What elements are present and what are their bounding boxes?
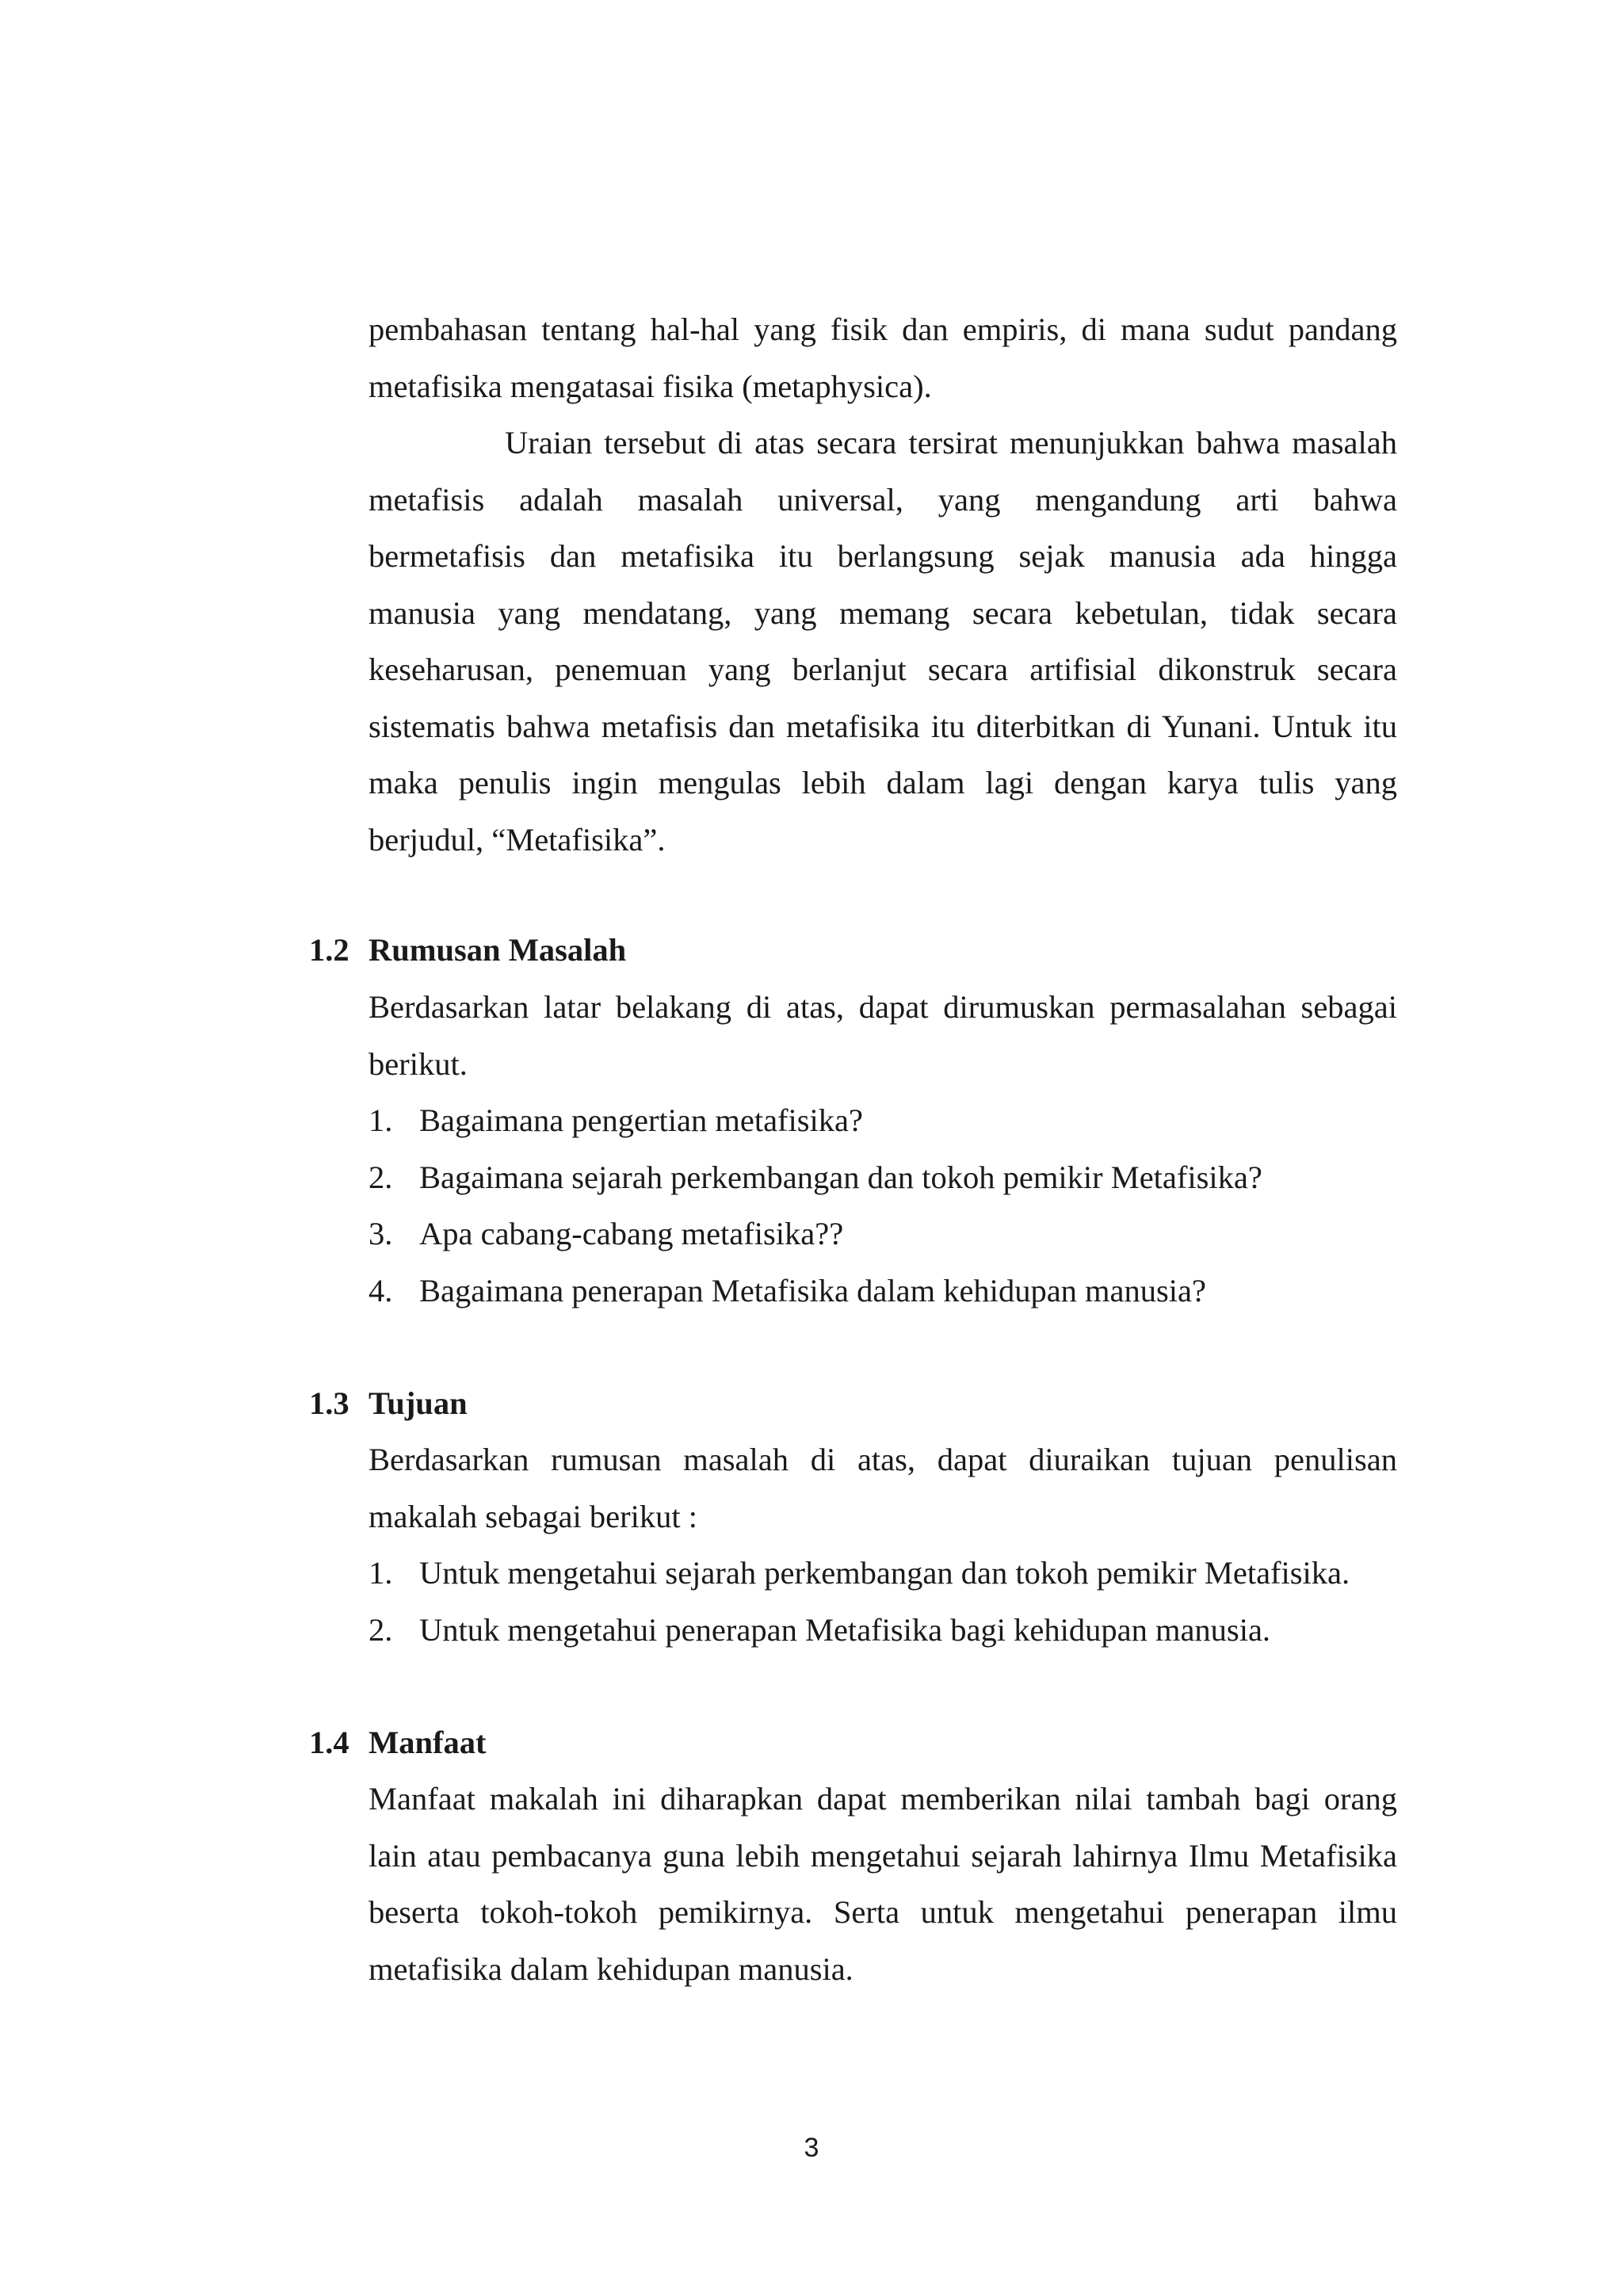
page-number: 3 <box>804 2133 819 2163</box>
paragraph-line: manusia yang mendatang, yang memang secara kebetulan, tidak secara <box>369 594 1397 631</box>
list-number: 2. <box>369 1159 393 1195</box>
section-title: Manfaat <box>369 1725 487 1760</box>
section-number: 1.4 <box>309 1725 349 1760</box>
section-heading-manfaat <box>309 1714 486 1771</box>
paragraph-line: Berdasarkan latar belakang di atas, dapat dirumuskan permasalahan sebagai <box>369 989 1397 1025</box>
paragraph-line: keseharusan, penemuan yang berlanjut secara artifisial dikonstruk secara <box>369 651 1397 687</box>
list-text: Apa cabang-cabang metafisika?? <box>419 1216 844 1251</box>
section-title: Tujuan <box>369 1385 468 1421</box>
list-text: Untuk mengetahui penerapan Metafisika bagi kehidupan manusia. <box>419 1611 1271 1648</box>
paragraph-line: lain atau pembacanya guna lebih mengetahui sejarah lahirnya Ilmu Metafisika <box>369 1837 1397 1874</box>
paragraph-line: sistematis bahwa metafisis dan metafisika itu diterbitkan di Yunani. Untuk itu <box>369 708 1397 744</box>
paragraph-line: Uraian tersebut di atas secara tersirat menunjukkan bahwa masalah <box>505 425 1397 460</box>
list-item <box>369 1602 1397 1659</box>
list-text: Bagaimana sejarah perkembangan dan tokoh pemikir Metafisika? <box>419 1159 1262 1195</box>
section-heading-rumusan-masalah <box>309 922 626 979</box>
paragraph-line: bermetafisis dan metafisika itu berlangsung sejak manusia ada hingga <box>369 538 1397 574</box>
paragraph-line: berjudul, “Metafisika”. <box>369 821 666 858</box>
list-text: Bagaimana pengertian metafisika? <box>419 1102 863 1138</box>
paragraph-line: maka penulis ingin mengulas lebih dalam lagi dengan karya tulis yang <box>369 765 1397 800</box>
paragraph-line: makalah sebagai berikut : <box>369 1498 697 1534</box>
body-paragraph <box>369 415 1397 868</box>
tujuan-list <box>369 1545 1397 1658</box>
rumusan-intro <box>369 979 1397 1092</box>
paragraph-line: Berdasarkan rumusan masalah di atas, dapat diuraikan tujuan penulisan <box>369 1442 1397 1477</box>
list-item <box>369 1092 1397 1149</box>
tujuan-intro <box>369 1431 1397 1545</box>
paragraph-line: metafisika mengatasai fisika (metaphysica). <box>369 368 932 404</box>
manfaat-paragraph <box>369 1771 1397 1997</box>
list-number: 4. <box>369 1272 393 1308</box>
section-number: 1.3 <box>309 1385 349 1421</box>
list-item <box>369 1149 1397 1206</box>
intro-paragraph <box>369 301 1397 415</box>
list-number: 2. <box>369 1611 393 1648</box>
section-heading-tujuan <box>309 1375 468 1432</box>
list-number: 1. <box>369 1555 393 1591</box>
list-number: 3. <box>369 1216 393 1251</box>
list-text: Untuk mengetahui sejarah perkembangan dan tokoh pemikir Metafisika. <box>419 1555 1350 1591</box>
paragraph-line: Manfaat makalah ini diharapkan dapat memberikan nilai tambah bagi orang <box>369 1781 1397 1817</box>
section-number: 1.2 <box>309 932 349 968</box>
list-item <box>369 1545 1397 1602</box>
list-item <box>369 1205 1397 1263</box>
paragraph-line: metafisis adalah masalah universal, yang mengandung arti bahwa <box>369 481 1397 518</box>
paragraph-line: berikut. <box>369 1045 468 1082</box>
section-title: Rumusan Masalah <box>369 932 627 968</box>
paragraph-line: pembahasan tentang hal-hal yang fisik dan empiris, di mana sudut pandang <box>369 311 1397 347</box>
list-number: 1. <box>369 1102 393 1138</box>
paragraph-line: metafisika dalam kehidupan manusia. <box>369 1950 854 1987</box>
paragraph-line: beserta tokoh-tokoh pemikirnya. Serta untuk mengetahui penerapan ilmu <box>369 1894 1397 1930</box>
list-item <box>369 1263 1397 1320</box>
rumusan-list <box>369 1092 1397 1319</box>
list-text: Bagaimana penerapan Metafisika dalam kehidupan manusia? <box>419 1272 1206 1308</box>
